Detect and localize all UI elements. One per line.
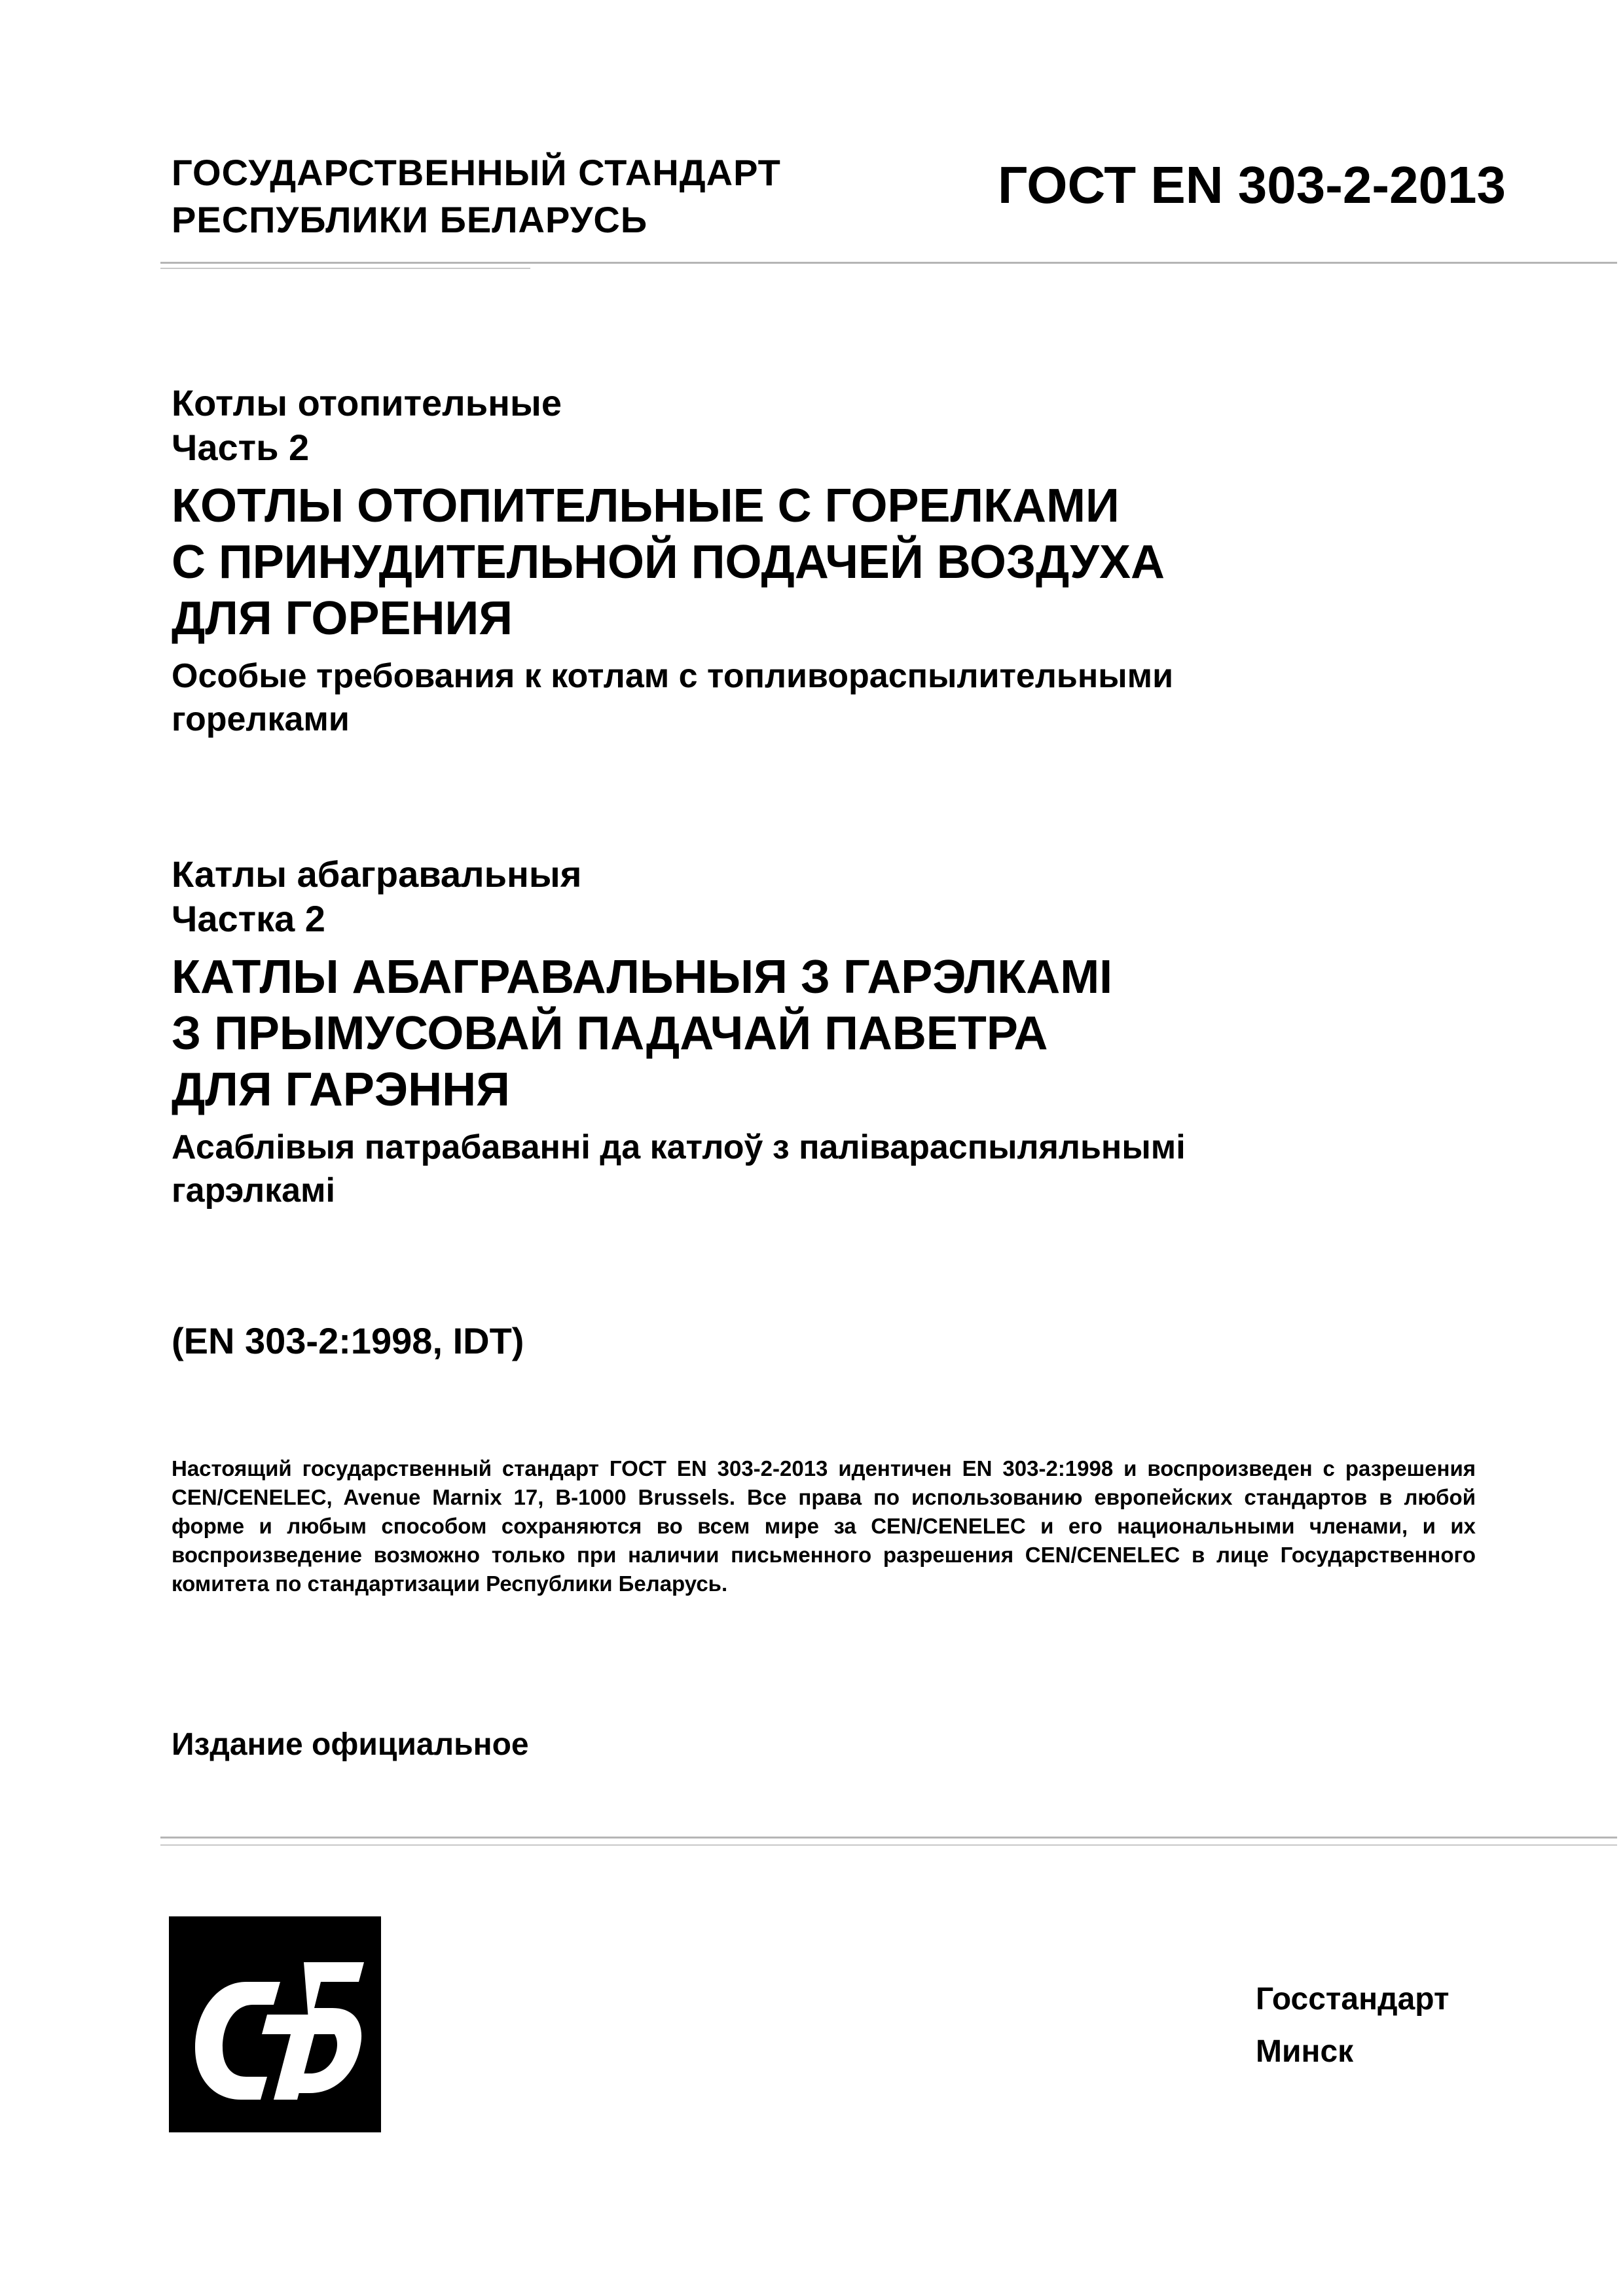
organization-line-1: ГОСУДАРСТВЕННЫЙ СТАНДАРТ [172, 152, 781, 193]
header-divider-short [160, 268, 530, 269]
footer-divider-2 [160, 1844, 1617, 1846]
header-divider [160, 262, 1617, 264]
belarusian-title-line-2: Частка 2 [172, 898, 325, 939]
belarusian-main-title-line-1: КАТЛЫ АБАГРАВАЛЬНЫЯ З ГАРЭЛКАМІ [172, 951, 1113, 1003]
belarusian-title-line-1: Катлы абагравальныя [172, 853, 582, 895]
russian-main-title-line-1: КОТЛЫ ОТОПИТЕЛЬНЫЕ С ГОРЕЛКАМИ [172, 480, 1120, 532]
equivalence-note: (EN 303-2:1998, IDT) [172, 1320, 524, 1361]
belarusian-subtitle-line-1: Асаблівыя патрабаванні да катлоў з паліваpаспыляльнымі [172, 1128, 1186, 1166]
russian-main-title-line-3: ДЛЯ ГОРЕНИЯ [172, 592, 513, 645]
russian-main-title-line-2: С ПРИНУДИТЕЛЬНОЙ ПОДАЧЕЙ ВОЗДУХА [172, 536, 1165, 588]
belarusian-main-title-line-2: З ПРЫМУСОВАЙ ПАДАЧАЙ ПАВЕТРА [172, 1007, 1048, 1060]
standard-designation: ГОСТ EN 303-2-2013 [998, 156, 1506, 214]
russian-subtitle-line-2: горелками [172, 700, 350, 738]
belarusian-subtitle-line-2: гарэлкамі [172, 1172, 335, 1210]
publisher-name: Госстандарт [1256, 1982, 1450, 2017]
russian-title-block [172, 381, 1173, 741]
belarusian-main-title-line-3: ДЛЯ ГАРЭННЯ [172, 1064, 510, 1116]
legal-notice: Настоящий государственный стандарт ГОСТ EN 303-2-2013 идентичен EN 303-2:1998 и воспроизведен с разрешения CEN/CENELEC, Avenue Marnix 17, B-1000 Brussels. Все права по использованию европейских стандартов в любой форме и любым способом сохраняются во всем мире за CEN/CENELEC и его национальными членами, и их воспроизведение возможно только при наличии письменного разрешения CEN/CENELEC в лице Государственного комитета по стандартизации Республики Беларусь. [172, 1456, 1476, 1596]
russian-title-line-1: Котлы отопительные [172, 382, 562, 423]
russian-title-line-2: Часть 2 [172, 427, 310, 468]
organization-line-2: РЕСПУБЛИКИ БЕЛАРУСЬ [172, 199, 648, 240]
russian-subtitle-line-1: Особые требования к котлам с топливораспылительными [172, 657, 1174, 695]
belarusian-title-block [172, 852, 1186, 1212]
footer-divider [160, 1837, 1617, 1839]
publisher-block [1256, 1973, 1449, 2078]
edition-label: Издание официальное [172, 1727, 529, 1762]
stb-logo-icon [169, 1916, 381, 2132]
standard-organization [172, 149, 781, 243]
publisher-city: Минск [1256, 2034, 1354, 2069]
